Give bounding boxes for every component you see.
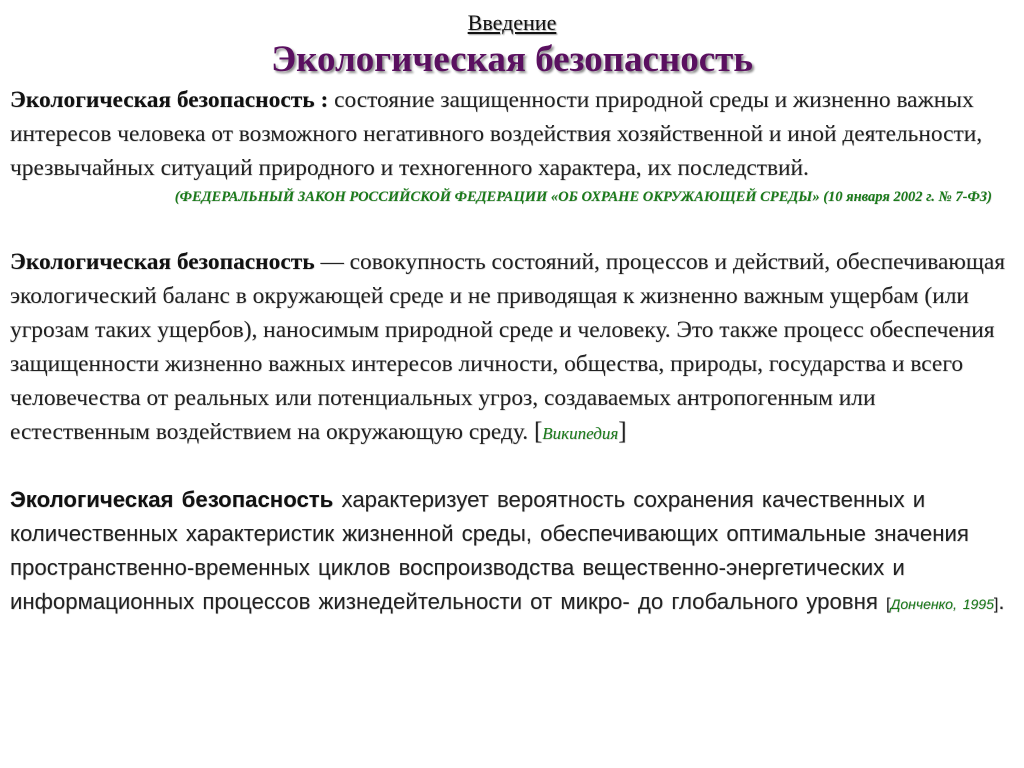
definition-law-text: состояние защищенности природной среды и жизненно важных интересов человека от возможного негативного воздействия хозяйственной и иной деятельности, чрезвычайных ситуаций природного и техногенного характера, их последствий. xyxy=(10,87,983,181)
donchenko-end-period: . xyxy=(998,589,1005,614)
wiki-source-reference: Википедия xyxy=(542,424,619,443)
definition-law-term: Экологическая безопасность : xyxy=(10,87,329,113)
donchenko-source-reference: Донченко, 1995 xyxy=(890,596,994,612)
definition-law-paragraph xyxy=(10,83,1014,185)
section-label: Введение xyxy=(467,10,557,35)
definition-donchenko-text: характеризует вероятность сохранения качественных и количественных характеристик жизненной среды, обеспечивающих оптимальные значения пространственно-временных циклов воспроизводства вещественно-энергетических и информационных процессов жизнедейтельности от микро- до глобального уровня xyxy=(10,487,969,614)
definition-wiki-text: — совокупность состояний, процессов и действий, обеспечивающая экологический баланс в окружающей среде и не приводящая к жизненно важным ущербам (или угрозам таких ущербов), наносимым природной среде и человеку. Это также процесс обеспечения защищенности жизненно важных интересов личности, общества, природы, государства и всего человечества от реальных или потенциальных угроз, создаваемых антропогенным или естественным воздействием на окружающую среду. xyxy=(10,249,1005,445)
slide-title: Экологическая безопасность xyxy=(271,39,753,80)
law-citation: (ФЕДЕРАЛЬНЫЙ ЗАКОН РОССИЙСКОЙ ФЕДЕРАЦИИ «ОБ ОХРАНЕ ОКРУЖАЮЩЕЙ СРЕДЫ» (10 января 2002 г. № 7-ФЗ) xyxy=(174,189,992,205)
wiki-bracket-close: ] xyxy=(618,418,627,445)
donchenko-bracket-open: [ xyxy=(886,596,891,613)
wiki-bracket-open: [ xyxy=(533,418,543,445)
definition-wiki-paragraph xyxy=(10,245,1014,451)
definition-donchenko-paragraph xyxy=(10,483,1014,622)
definition-wiki-term: Экологическая безопасность xyxy=(10,249,315,275)
donchenko-bracket-close: ] xyxy=(993,596,999,613)
definition-donchenko-term: Экологическая безопасность xyxy=(10,487,334,512)
